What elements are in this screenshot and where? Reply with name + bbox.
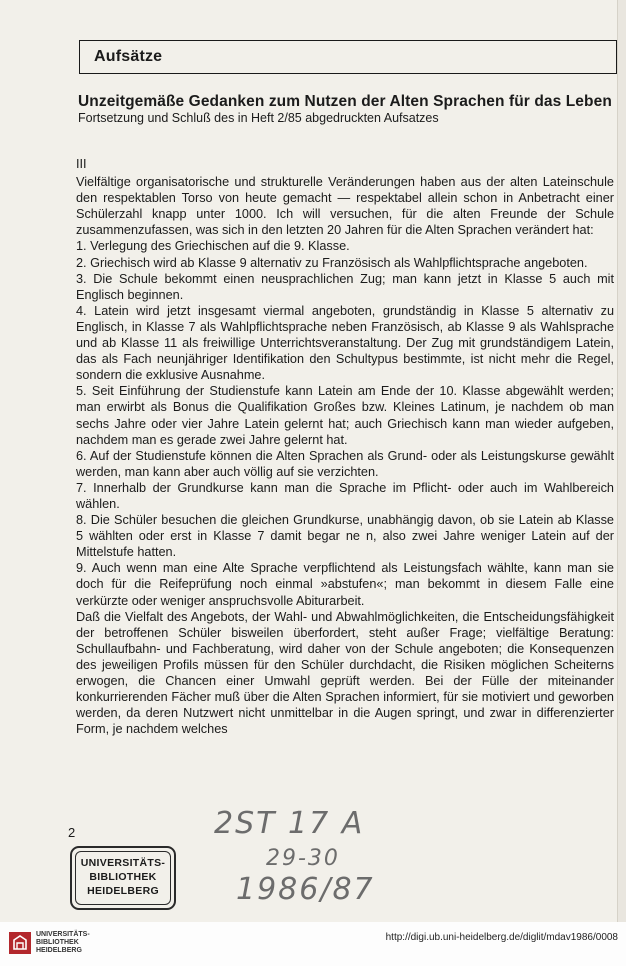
list-item: 5. Seit Einführung der Studienstufe kann Latein am Ende der 10. Klasse abgewählt werden; man erwirbt als Bonus die Qualifikation Großes bzw. Kleines Latinum, je nachdem ob man sechs Jahre oder vier Jahre Latein gelernt hat; auch Griechisch kann man wieder aufgeben, nachdem man es gerade zwei Jahre gelernt hat. — [76, 384, 614, 447]
paragraph: Daß die Vielfalt des Angebots, der Wahl- und Abwahlmöglichkeiten, die Entscheidungsfähigkeit der betroffenen Schüler bisweilen überfordert, steht außer Frage; vielfältige Beratung: Schullaufbahn- und Fachberatung, wird daher von der Schule angeboten; die Konsequenzen des jeweiligen Profils müssen für den Schüler durchdacht, die Risiken möglichen Scheiterns erwogen, die Chancen einer Umwahl geprüft werden. Bei der Fülle der miteinander konkurrierenden Fächer muß über die Alten Sprachen informiert, für sie motiviert und geworben werden, da deren Nutzwert nicht unmittelbar in die Augen springt, und zwar in differenzierter Form, je nachdem welches — [76, 609, 614, 737]
list-item: 4. Latein wird jetzt insgesamt viermal angeboten, grundständig in Klasse 5 alternativ zu Englisch, in Klasse 7 als Wahlpflichtsprache neben Französisch, ab Klasse 9 als Wahlsprache und ab Klasse 11 als freiwillige Unterrichtsveranstaltung. Der Zug mit grundständigem Latein, das als Fach neunjähriger Identifikation den Schultypus bestimmte, ist nicht mehr die Regel, sondern die exklusive Ausnahme. — [76, 303, 614, 383]
list-item: 9. Auch wenn man eine Alte Sprache verpflichtend als Leistungsfach wählte, kann man sie doch für die Reifeprüfung noch einmal »abstufen«; man bekommt in diesem Falle eine verkürzte oder weniger anspruchsvolle Abiturarbeit. — [76, 561, 614, 608]
article-title: Unzeitgemäße Gedanken zum Nutzen der Alten Sprachen für das Leben — [78, 93, 612, 110]
pencil-years: 1986/87 — [236, 872, 375, 907]
section-header-box — [79, 40, 617, 74]
list-item: 8. Die Schüler besuchen die gleichen Grundkurse, unabhängig davon, ob sie Latein ab Klasse 5 wählten oder erst in Klasse 7 damit begar ne n, also zwei Jahre weniger Latein auf der Mittelstufe hatten. — [76, 513, 614, 560]
stamp-line: HEIDELBERG — [87, 885, 159, 897]
list-item: 2. Griechisch wird ab Klasse 9 alternativ zu Französisch als Wahlpflichtsprache angeboten. — [76, 255, 588, 270]
section-label: Aufsätze — [94, 48, 163, 65]
stamp-line: UNIVERSITÄTS- — [80, 857, 166, 869]
footer-bar — [0, 922, 626, 966]
paragraph: Vielfältige organisatorische und strukturelle Veränderungen haben aus der alten Lateinschule den respektablen Torso von heute gemacht — respektabel allein schon in Anbetracht einer Schülerzahl knapp unter 1000. Ich will versuchen, für die alten Freunde der Schule zusammenzufassen, was sich in den letzten 20 Jahren für die Alten Sprachen verändert hat: — [76, 175, 614, 238]
source-url-link[interactable]: http://digi.ub.uni-heidelberg.de/diglit/mdav1986/0008 — [385, 932, 618, 943]
pencil-shelfmark: 2ST 17 A — [214, 806, 365, 841]
stamp-line: BIBLIOTHEK — [89, 871, 157, 883]
logo-text-line: HEIDELBERG — [36, 947, 82, 954]
pencil-pages: 29-30 — [266, 846, 340, 871]
article-subtitle: Fortsetzung und Schluß des in Heft 2/85 abgedruckten Aufsatzes — [78, 111, 439, 125]
list-item: 3. Die Schule bekommt einen neusprachlichen Zug; man kann jetzt in Klasse 5 auch mit Englisch beginnen. — [76, 271, 614, 302]
list-item: 1. Verlegung des Griechischen auf die 9. Klasse. — [76, 239, 350, 254]
library-stamp — [70, 846, 176, 910]
list-item: 7. Innerhalb der Grundkurse kann man die Sprache im Pflicht- oder auch im Wahlbereich wählen. — [76, 480, 614, 511]
section-number: III — [76, 157, 87, 171]
article-body — [76, 156, 614, 737]
university-library-logo-icon — [8, 931, 32, 955]
page-number: 2 — [68, 825, 76, 840]
list-item: 6. Auf der Studienstufe können die Alten Sprachen als Grund- oder als Leistungskurse gewählt werden, man kann aber auch völlig auf sie verzichten. — [76, 448, 614, 479]
logo-text-line: UNIVERSITÄTS- — [36, 931, 90, 938]
page-edge — [617, 0, 626, 922]
logo-text — [36, 931, 90, 955]
logo-text-line: BIBLIOTHEK — [36, 939, 79, 946]
